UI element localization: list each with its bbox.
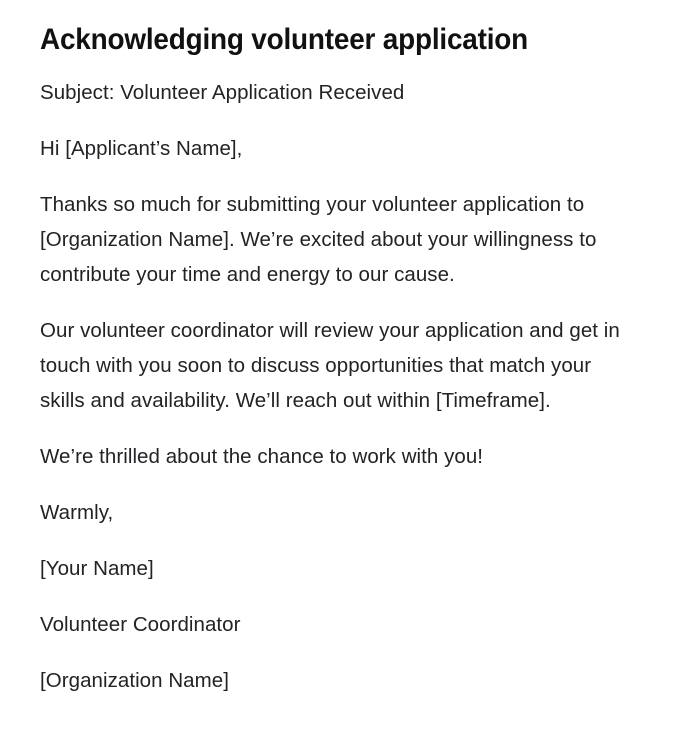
- paragraph-next-steps: Our volunteer coordinator will review your application and get in touch with you soon to discuss opportunities that match your skills and availability. We’ll reach out within [Timeframe].: [40, 319, 620, 412]
- signature-role: Volunteer Coordinator: [40, 613, 241, 636]
- paragraph-closing-note: We’re thrilled about the chance to work with you!: [40, 445, 484, 468]
- subject-line: Subject: Volunteer Application Received: [40, 81, 405, 104]
- signature-name: [Your Name]: [40, 557, 154, 580]
- signature-organization: [Organization Name]: [40, 669, 229, 692]
- salutation-line: Hi [Applicant’s Name],: [40, 137, 243, 160]
- page-title: Acknowledging volunteer application: [40, 23, 529, 56]
- paragraph-thanks: Thanks so much for submitting your volunteer application to [Organization Name]. We’re excited about your willingness to contribute your time and energy to our cause.: [40, 193, 597, 286]
- sign-off-line: Warmly,: [40, 501, 114, 524]
